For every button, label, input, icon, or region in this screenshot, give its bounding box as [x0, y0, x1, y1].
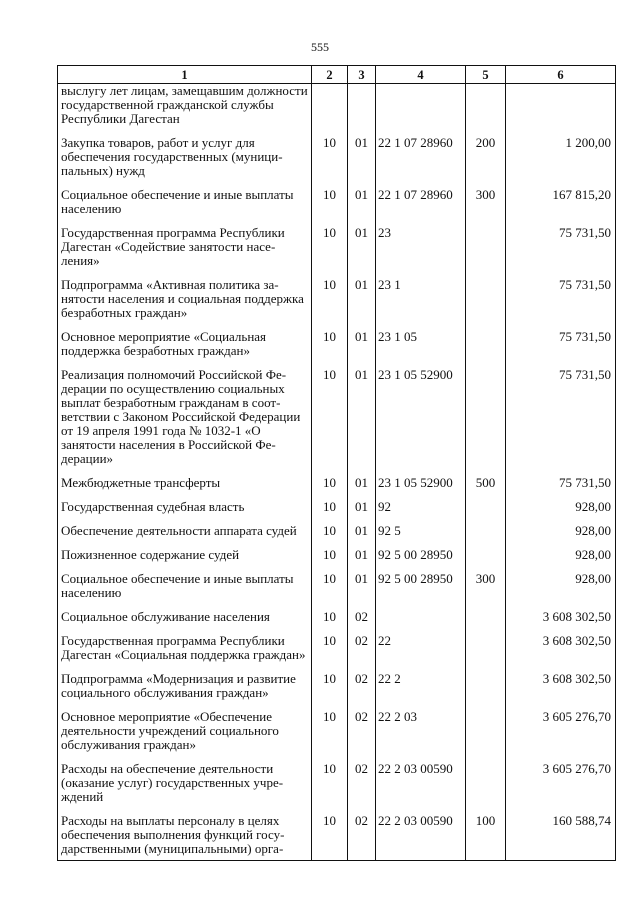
cell-amount: 167 815,20 — [506, 188, 616, 226]
cell-section: 10 — [312, 634, 348, 672]
cell-amount: 3 605 276,70 — [506, 710, 616, 762]
table-row — [58, 476, 616, 500]
cell-name: Расходы на обеспечение деятельности (оказание услуг) государственных учреждений — [58, 762, 312, 814]
table-body — [58, 84, 616, 861]
cell-amount: 928,00 — [506, 524, 616, 548]
cell-name: Государственная программа Республики Дагестан «Социальная поддержка граждан» — [58, 634, 312, 672]
table-row — [58, 330, 616, 368]
table-row — [58, 500, 616, 524]
cell-name: Социальное обеспечение и иные выплаты населению — [58, 188, 312, 226]
cell-name: Социальное обслуживание населения — [58, 610, 312, 634]
cell-section: 10 — [312, 368, 348, 476]
cell-subsection: 01 — [348, 188, 376, 226]
cell-name: Обеспечение деятельности аппарата судей — [58, 524, 312, 548]
cell-amount: 928,00 — [506, 572, 616, 610]
cell-amount: 928,00 — [506, 548, 616, 572]
cell-target-article: 22 2 — [376, 672, 466, 710]
cell-expense-type — [466, 548, 506, 572]
table-row — [58, 710, 616, 762]
table-row — [58, 368, 616, 476]
cell-target-article: 22 — [376, 634, 466, 672]
cell-expense-type — [466, 278, 506, 330]
cell-subsection: 01 — [348, 476, 376, 500]
cell-expense-type — [466, 762, 506, 814]
cell-target-article: 22 1 07 28960 — [376, 136, 466, 188]
cell-target-article: 92 5 — [376, 524, 466, 548]
cell-name: Основное мероприятие «Социальная поддержка безработных граждан» — [58, 330, 312, 368]
header-col-3: 3 — [348, 66, 376, 84]
cell-subsection: 02 — [348, 762, 376, 814]
cell-section: 10 — [312, 548, 348, 572]
cell-amount: 928,00 — [506, 500, 616, 524]
cell-subsection: 01 — [348, 524, 376, 548]
cell-name: Межбюджетные трансферты — [58, 476, 312, 500]
cell-subsection: 01 — [348, 278, 376, 330]
cell-section: 10 — [312, 572, 348, 610]
cell-target-article: 92 5 00 28950 — [376, 548, 466, 572]
cell-section: 10 — [312, 500, 348, 524]
cell-section: 10 — [312, 710, 348, 762]
cell-section: 10 — [312, 188, 348, 226]
cell-expense-type — [466, 634, 506, 672]
cell-name: Социальное обеспечение и иные выплаты населению — [58, 572, 312, 610]
cell-target-article: 23 1 05 — [376, 330, 466, 368]
cell-target-article: 23 — [376, 226, 466, 278]
cell-name: Пожизненное содержание судей — [58, 548, 312, 572]
cell-name: выслугу лет лицам, замещавшим должности государственной гражданской службы Республики Дагестан — [58, 84, 312, 137]
table-row — [58, 278, 616, 330]
cell-expense-type — [466, 710, 506, 762]
cell-section: 10 — [312, 476, 348, 500]
cell-section: 10 — [312, 814, 348, 861]
cell-target-article: 22 2 03 — [376, 710, 466, 762]
header-col-1: 1 — [58, 66, 312, 84]
table-row — [58, 84, 616, 137]
cell-subsection: 02 — [348, 672, 376, 710]
cell-amount: 3 608 302,50 — [506, 672, 616, 710]
cell-section: 10 — [312, 610, 348, 634]
cell-expense-type: 300 — [466, 572, 506, 610]
cell-amount: 3 608 302,50 — [506, 610, 616, 634]
cell-section — [312, 84, 348, 137]
table-row — [58, 136, 616, 188]
cell-target-article — [376, 84, 466, 137]
table-row — [58, 610, 616, 634]
cell-subsection: 01 — [348, 368, 376, 476]
cell-section: 10 — [312, 226, 348, 278]
cell-subsection: 01 — [348, 548, 376, 572]
cell-name: Подпрограмма «Активная политика занятости населения и социальная поддержка безработных граждан» — [58, 278, 312, 330]
table-row — [58, 634, 616, 672]
cell-expense-type: 200 — [466, 136, 506, 188]
cell-name: Государственная программа Республики Дагестан «Содействие занятости населения» — [58, 226, 312, 278]
cell-amount: 160 588,74 — [506, 814, 616, 861]
cell-name: Государственная судебная власть — [58, 500, 312, 524]
table-row — [58, 188, 616, 226]
cell-expense-type — [466, 226, 506, 278]
cell-target-article: 92 — [376, 500, 466, 524]
cell-amount: 1 200,00 — [506, 136, 616, 188]
cell-amount: 75 731,50 — [506, 330, 616, 368]
cell-subsection: 02 — [348, 814, 376, 861]
cell-target-article: 22 2 03 00590 — [376, 762, 466, 814]
table-row — [58, 762, 616, 814]
cell-expense-type — [466, 672, 506, 710]
cell-subsection: 02 — [348, 634, 376, 672]
header-row — [58, 66, 616, 84]
header-col-2: 2 — [312, 66, 348, 84]
cell-subsection: 01 — [348, 136, 376, 188]
cell-section: 10 — [312, 762, 348, 814]
cell-section: 10 — [312, 278, 348, 330]
cell-name: Подпрограмма «Модернизация и развитие социального обслуживания граждан» — [58, 672, 312, 710]
cell-expense-type — [466, 500, 506, 524]
cell-name: Закупка товаров, работ и услуг для обеспечения государственных (муниципальных) нужд — [58, 136, 312, 188]
cell-name: Расходы на выплаты персоналу в целях обеспечения выполнения функций государственными (муниципальными) орга- — [58, 814, 312, 861]
cell-target-article: 23 1 — [376, 278, 466, 330]
cell-expense-type — [466, 524, 506, 548]
header-col-4: 4 — [376, 66, 466, 84]
cell-subsection: 02 — [348, 610, 376, 634]
cell-amount: 75 731,50 — [506, 278, 616, 330]
header-col-5: 5 — [466, 66, 506, 84]
cell-amount: 3 605 276,70 — [506, 762, 616, 814]
cell-section: 10 — [312, 672, 348, 710]
cell-target-article: 22 2 03 00590 — [376, 814, 466, 861]
cell-expense-type — [466, 610, 506, 634]
cell-subsection — [348, 84, 376, 137]
budget-table — [57, 65, 616, 861]
table-row — [58, 524, 616, 548]
cell-amount: 75 731,50 — [506, 476, 616, 500]
cell-subsection: 01 — [348, 572, 376, 610]
cell-subsection: 01 — [348, 500, 376, 524]
cell-target-article: 22 1 07 28960 — [376, 188, 466, 226]
cell-target-article: 23 1 05 52900 — [376, 368, 466, 476]
cell-section: 10 — [312, 330, 348, 368]
cell-amount: 3 608 302,50 — [506, 634, 616, 672]
cell-subsection: 01 — [348, 330, 376, 368]
table-row — [58, 226, 616, 278]
cell-subsection: 01 — [348, 226, 376, 278]
cell-expense-type — [466, 84, 506, 137]
cell-subsection: 02 — [348, 710, 376, 762]
header-col-6: 6 — [506, 66, 616, 84]
cell-expense-type: 300 — [466, 188, 506, 226]
cell-name: Основное мероприятие «Обеспечение деятельности учреждений социального обслуживания граждан» — [58, 710, 312, 762]
cell-amount: 75 731,50 — [506, 226, 616, 278]
cell-amount: 75 731,50 — [506, 368, 616, 476]
cell-expense-type — [466, 330, 506, 368]
table-row — [58, 672, 616, 710]
page-number: 555 — [311, 40, 329, 54]
table-row — [58, 572, 616, 610]
cell-section: 10 — [312, 524, 348, 548]
table-row — [58, 548, 616, 572]
cell-target-article: 23 1 05 52900 — [376, 476, 466, 500]
cell-target-article — [376, 610, 466, 634]
cell-expense-type: 100 — [466, 814, 506, 861]
cell-amount — [506, 84, 616, 137]
table-row — [58, 814, 616, 861]
cell-expense-type: 500 — [466, 476, 506, 500]
cell-target-article: 92 5 00 28950 — [376, 572, 466, 610]
cell-expense-type — [466, 368, 506, 476]
cell-name: Реализация полномочий Российской Федерации по осуществлению социальных выплат безработным гражданам в соответствии с Законом Российской Федерации от 19 апреля 1991 года № 1032-1 «О занятости населения в Российской Федерации» — [58, 368, 312, 476]
cell-section: 10 — [312, 136, 348, 188]
